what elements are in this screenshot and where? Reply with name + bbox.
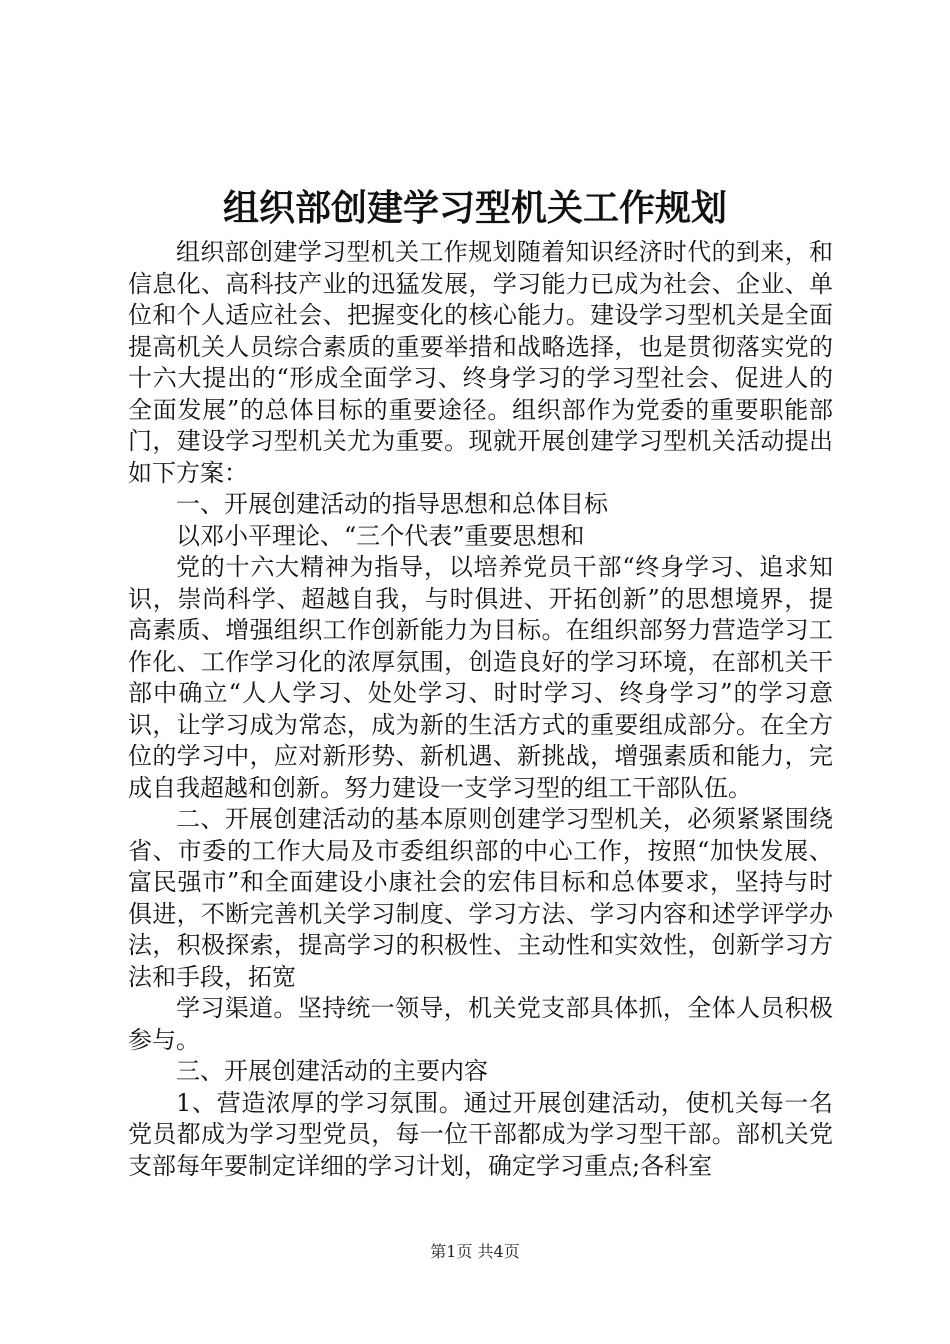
document-body <box>128 237 833 1182</box>
paragraph-item-1: 1、营造浓厚的学习氛围。通过开展创建活动，使机关每一名党员都成为学习型党员，每一位干部都成为学习型干部。部机关党支部每年要制定详细的学习计划，确定学习重点;各科室 <box>128 1088 833 1180</box>
heading-section-3: 三、开展创建活动的主要内容 <box>176 1057 488 1085</box>
paragraph-guiding-theory: 以邓小平理论、“三个代表”重要思想和 <box>176 521 585 550</box>
paragraph-section-2: 二、开展创建活动的基本原则创建学习型机关，必须紧紧围绕省、市委的工作大局及市委组织部的中心工作，按照“加快发展、富民强市”和全面建设小康社会的宏伟目标和总体要求，坚持与时俱进，不断完善机关学习制度、学习方法、学习内容和述学评学办法，积极探索，提高学习的积极性、主动性和实效性，创新学习方法和手段，拓宽 <box>128 805 833 991</box>
document-title: 组织部创建学习型机关工作规划 <box>222 187 727 229</box>
paragraph-intro: 组织部创建学习型机关工作规划随着知识经济时代的到来，和信息化、高科技产业的迅猛发展，学习能力已成为社会、企业、单位和个人适应社会、把握变化的核心能力。建设学习型机关是全面提高机关人员综合素质的重要举措和战略选择，也是贯彻落实党的十六大提出的“形成全面学习、终身学习的学习型社会、促进人的全面发展”的总体目标的重要途径。组织部作为党委的重要职能部门，建设学习型机关尤为重要。现就开展创建学习型机关活动提出如下方案： <box>128 238 833 487</box>
paragraph-guiding-goals: 党的十六大精神为指导，以培养党员干部“终身学习、追求知识，崇尚科学、超越自我，与时俱进、开拓创新”的思想境界，提高素质、增强组织工作创新能力为目标。在组织部努力营造学习工作化、工作学习化的浓厚氛围，创造良好的学习环境，在部机关干部中确立“人人学习、处处学习、时时学习、终身学习”的学习意识，让学习成为常态，成为新的生活方式的重要组成部分。在全方位的学习中，应对新形势、新机遇、新挑战，增强素质和能力，完成自我超越和创新。努力建设一支学习型的组工干部队伍。 <box>128 553 833 802</box>
heading-section-1: 一、开展创建活动的指导思想和总体目标 <box>176 490 608 518</box>
paragraph-learning-channels: 学习渠道。坚持统一领导，机关党支部具体抓，全体人员积极参与。 <box>128 994 833 1054</box>
page-number-footer: 第1页 共4页 <box>430 1242 520 1261</box>
